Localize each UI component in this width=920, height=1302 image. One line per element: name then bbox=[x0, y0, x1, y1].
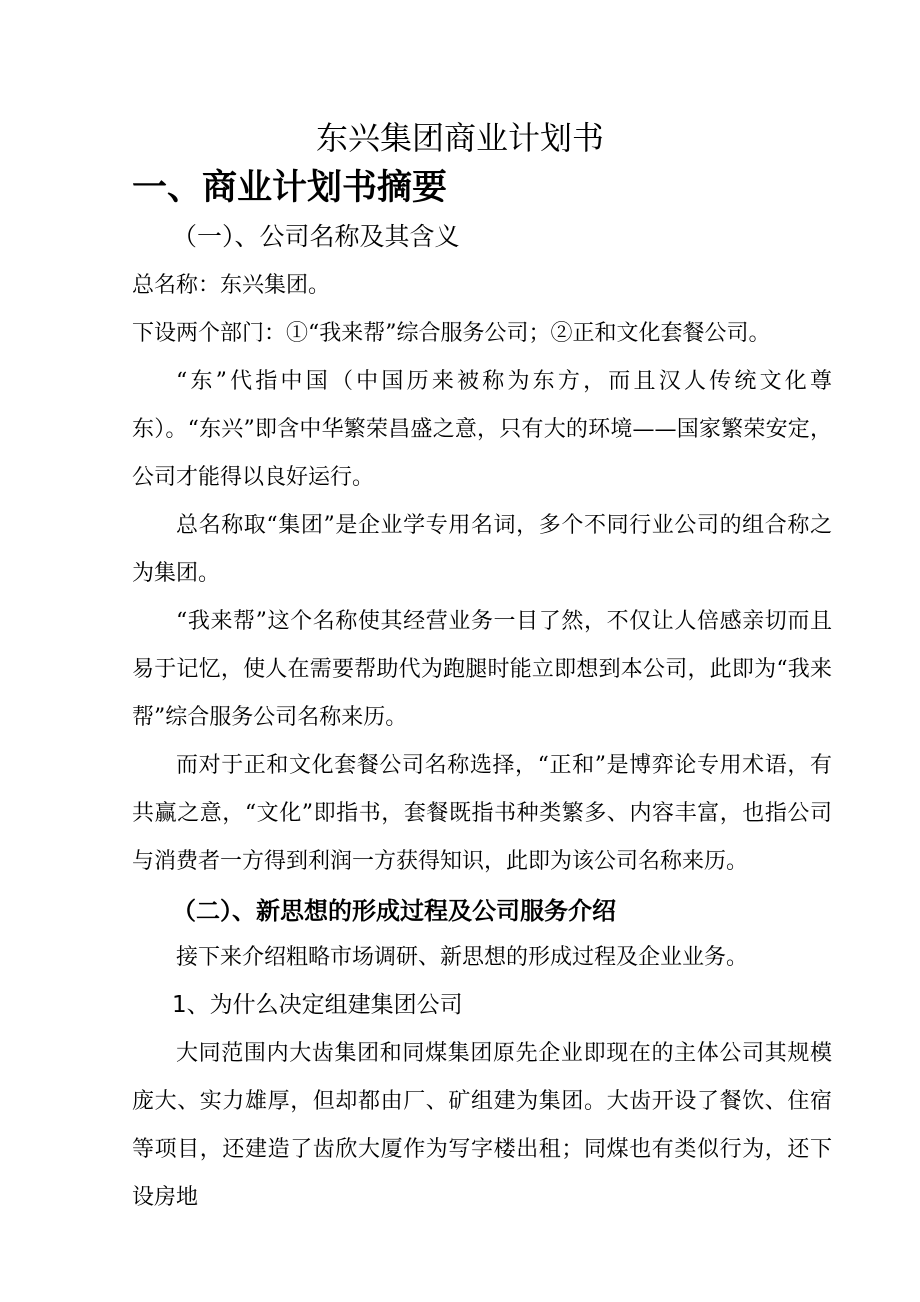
subsection-heading-new-idea: （二）、新思想的形成过程及公司服务介绍 bbox=[172, 897, 616, 925]
document-title: 东兴集团商业计划书 bbox=[315, 119, 604, 157]
paragraph-datong: 大同范围内大齿集团和同煤集团原先企业即现在的主体公司其规模庞大、实力雄厚，但却都由厂、矿组建为集团。大齿开设了餐饮、住宿等项目，还建造了齿欣大厦作为写字楼出租；同煤也有类似行为，还下设房地 bbox=[132, 1041, 832, 1210]
paragraph-dong-meaning: “东”代指中国（中国历来被称为东方，而且汉人传统文化尊东）。“东兴”即含中华繁荣昌盛之意，只有大的环境——国家繁荣安定，公司才能得以良好运行。 bbox=[132, 369, 832, 490]
section-heading-summary: 一、商业计划书摘要 bbox=[132, 168, 448, 208]
paragraph-departments: 下设两个部门：①“我来帮”综合服务公司；②正和文化套餐公司。 bbox=[132, 321, 771, 346]
paragraph-overall-name: 总名称：东兴集团。 bbox=[132, 273, 331, 298]
paragraph-group-meaning: 总名称取“集团”是企业学专用名词，多个不同行业公司的组合称之为集团。 bbox=[132, 513, 832, 586]
paragraph-wolaibang-meaning: “我来帮”这个名称使其经营业务一目了然，不仅让人倍感亲切而且易于记忆，使人在需要帮助代为跑腿时能立即想到本公司，此即为“我来帮”综合服务公司名称来历。 bbox=[132, 609, 832, 730]
paragraph-intro: 接下来介绍粗略市场调研、新思想的形成过程及企业业务。 bbox=[176, 945, 749, 970]
paragraph-zhenghe-meaning: 而对于正和文化套餐公司名称选择，“正和”是博弈论专用术语，有共赢之意，“文化”即指书，套餐既指书种类繁多、内容丰富，也指公司与消费者一方得到利润一方获得知识，此即为该公司名称来历。 bbox=[132, 753, 832, 874]
item-heading-why-group: 1、为什么决定组建集团公司 bbox=[172, 992, 463, 1018]
subsection-heading-company-name: （一）、公司名称及其含义 bbox=[172, 222, 460, 251]
